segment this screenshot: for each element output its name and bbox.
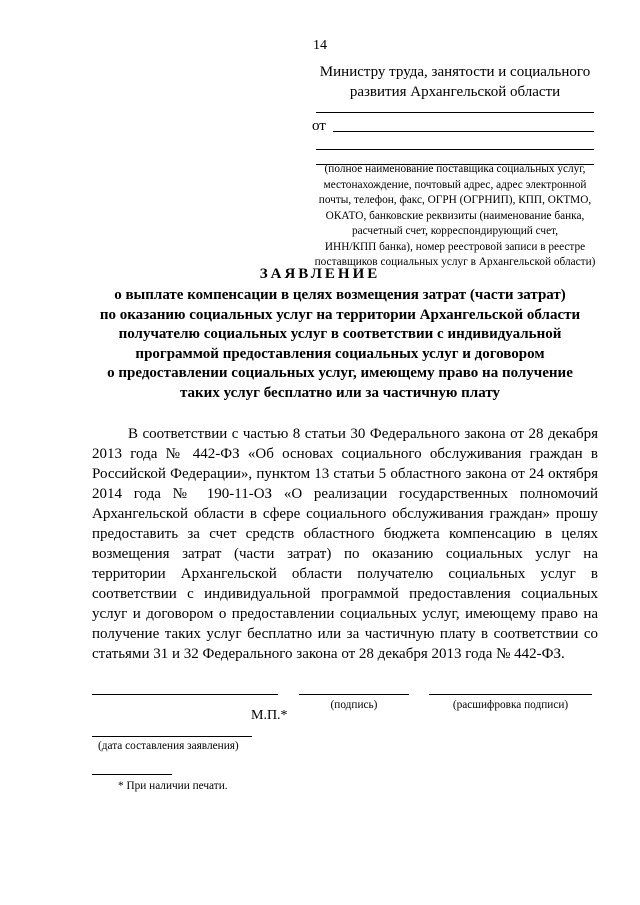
name-decode-label: (расшифровка подписи) <box>452 699 569 711</box>
document-title: ЗАЯВЛЕНИЕ <box>259 266 381 282</box>
subtitle-line: по оказанию социальных услуг на территории Архангельской области <box>99 306 581 323</box>
body-paragraph: В соответствии с частью 8 статьи 30 Федерального закона от 28 декабря 2013 года № 442-ФЗ «Об основах социального обслуживания граждан в Российской Федерации», пунктом 13 статьи 5 областного закона от 24 октября 2014 года № 190-11-ОЗ «О реализации государственных полномочий Архангельской области в сфере социального обслуживания граждан» прошу предоставить за счет средств областного бюджета компенсацию в целях возмещения затрат (части затрат) по оказанию социальных услуг на территории Архангельской области получателю социальных услуг в соответствии с индивидуальной программой предоставления социальных услуг и договором о предоставлении социальных услуг, имеющему право на получение таких услуг бесплатно или за частичную плату в соответствии со статьями 31 и 32 Федерального закона от 28 декабря 2013 года № 442-ФЗ. <box>92 426 598 662</box>
stamp-label: М.П.* <box>251 708 288 723</box>
addressee-line-1: Министру труда, занятости и социального <box>319 64 591 80</box>
note-line: почты, телефон, факс, ОГРН (ОГРНИП), КПП, ОКТМО, <box>318 194 592 206</box>
name-decode-field-line[interactable] <box>429 694 592 695</box>
position-field-line[interactable] <box>92 694 278 695</box>
page-number: 14 <box>313 38 327 53</box>
blank-line[interactable] <box>316 149 594 150</box>
date-label: (дата составления заявления) <box>98 740 239 752</box>
signature-label: (подпись) <box>330 699 378 711</box>
blank-line[interactable] <box>316 112 594 113</box>
subtitle-line: о выплате компенсации в целях возмещения затрат (части затрат) <box>114 287 566 303</box>
note-line: поставщиков социальных услуг в Архангельской области) <box>314 256 596 268</box>
footnote: * При наличии печати. <box>118 780 228 792</box>
subtitle-line: таких услуг бесплатно или за частичную плату <box>179 384 500 401</box>
from-label: от <box>312 118 326 134</box>
note-line: ИНН/КПП банка), номер реестровой записи в реестре <box>324 240 586 253</box>
document-subtitle <box>90 286 590 403</box>
note-line: расчетный счет, корреспондирующий счет, <box>351 225 559 237</box>
provider-note <box>312 162 598 271</box>
subtitle-line: получателю социальных услуг в соответствии с индивидуальной <box>118 326 562 342</box>
from-field-line[interactable] <box>333 131 594 132</box>
footnote-separator <box>92 774 172 775</box>
signature-field-line[interactable] <box>299 694 409 695</box>
note-line: местонахождение, почтовый адрес, адрес электронной <box>323 178 587 191</box>
subtitle-line: программой предоставления социальных услуг и договором <box>135 345 545 362</box>
addressee-line-2: развития Архангельской области <box>349 84 561 100</box>
subtitle-line: о предоставлении социальных услуг, имеющему право на получение <box>107 365 573 381</box>
note-line: (полное наименование поставщика социальных услуг, <box>324 163 586 175</box>
note-line: ОКАТО, банковские реквизиты (наименование банка, <box>325 209 585 222</box>
date-field-line[interactable] <box>92 736 252 737</box>
